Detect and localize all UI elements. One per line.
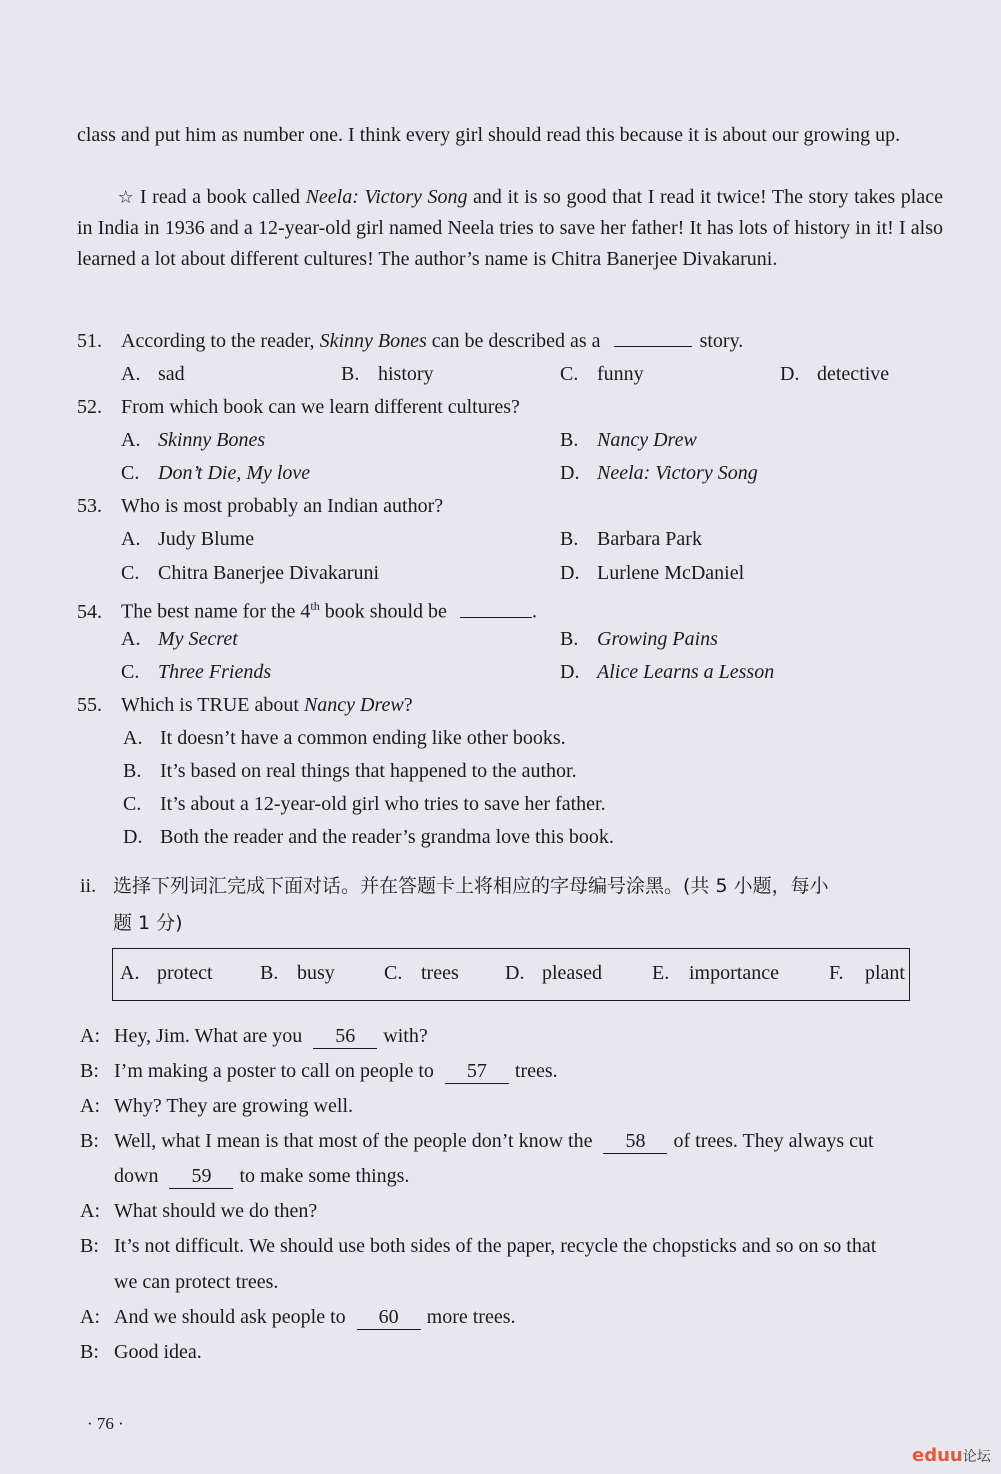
watermark-logo: eduu论坛 [912,1445,991,1466]
option-54-c: C. Three Friends [121,661,272,683]
question-53: 53. Who is most probably an Indian author? [77,495,444,517]
option-51-d: D. detective [780,363,890,385]
dialogue-line: B: Well, what I mean is that most of the people don’t know the 58 of trees. They always cut [80,1130,874,1152]
section-ii-instruction: ii. 选择下列词汇完成下面对话。并在答题卡上将相应的字母编号涂黑。(共 5 小题，每小 题 1 分) [80,875,829,934]
word-option-e: E. importance [652,962,779,984]
option-52-a: A. Skinny Bones [121,429,266,451]
dialogue-line: A: What should we do then? [80,1200,318,1222]
option-54-b: B. Growing Pains [560,628,718,650]
option-52-d: D. Neela: Victory Song [560,462,758,484]
word-option-d: D. pleased [505,962,602,984]
dialogue-line: A: Hey, Jim. What are you 56 with? [80,1025,428,1047]
word-bank-box [112,948,910,1001]
word-option-f: F. plant [829,962,905,984]
dialogue-line: B: It’s not difficult. We should use both sides of the paper, recycle the chopsticks and so on so that [80,1235,877,1257]
answer-blank: 59 [169,1164,233,1189]
answer-blank: 56 [313,1024,377,1049]
option-53-b: B. Barbara Park [560,528,702,550]
dialogue-line: we can protect trees. [114,1271,279,1293]
answer-blank: 57 [445,1059,509,1084]
option-51-c: C. funny [560,363,644,385]
option-53-a: A. Judy Blume [121,528,255,550]
star-icon: ☆ [117,187,135,208]
dialogue-line: A: And we should ask people to 60 more trees. [80,1306,516,1328]
option-52-b: B. Nancy Drew [560,429,697,451]
option-53-d: D. Lurlene McDaniel [560,562,745,584]
dialogue-line: A: Why? They are growing well. [80,1095,353,1117]
option-55-a: A. It doesn’t have a common ending like other books. [123,727,566,749]
answer-blank: 58 [603,1129,667,1154]
answer-blank [614,346,692,347]
option-51-a: A. sad [121,363,185,385]
question-51: 51. According to the reader, Skinny Bones can be described as a story. [77,330,744,352]
option-55-d: D. Both the reader and the reader’s grandma love this book. [123,826,614,848]
answer-blank [460,617,532,618]
option-54-d: D. Alice Learns a Lesson [560,661,775,683]
dialogue-line: down 59 to make some things. [114,1165,410,1187]
dialogue-line: B: Good idea. [80,1341,202,1363]
book-title: Neela: Victory Song [305,186,468,208]
question-52: 52. From which book can we learn different cultures? [77,396,520,418]
option-53-c: C. Chitra Banerjee Divakaruni [121,562,380,584]
passage-paragraph-2: ☆ I read a book called Neela: Victory Song and it is so good that I read it twice! The story takes place in India in 1936 and a 12-year-old girl named Neela tries to save her father! It has lots of history in it! I also learned a lot about different cultures! The author’s name is Chitra Banerjee Divakaruni. [77,186,943,270]
word-option-b: B. busy [260,962,335,984]
answer-blank: 60 [357,1305,421,1330]
option-55-c: C. It’s about a 12-year-old girl who tries to save her father. [123,793,606,815]
option-55-b: B. It’s based on real things that happened to the author. [123,760,577,782]
option-51-b: B. history [341,363,434,385]
word-option-c: C. trees [384,962,459,984]
option-54-a: A. My Secret [121,628,238,650]
dialogue-line: B: I’m making a poster to call on people to 57 trees. [80,1060,558,1082]
passage-paragraph-1: class and put him as number one. I think every girl should read this because it is about our growing up. [77,124,901,146]
option-52-c: C. Don’t Die, My love [121,462,311,484]
question-54: 54. The best name for the 4th book should be . [77,599,537,623]
question-55: 55. Which is TRUE about Nancy Drew? [77,694,413,716]
word-option-a: A. protect [120,962,213,984]
page-number: · 76 · [87,1414,124,1433]
